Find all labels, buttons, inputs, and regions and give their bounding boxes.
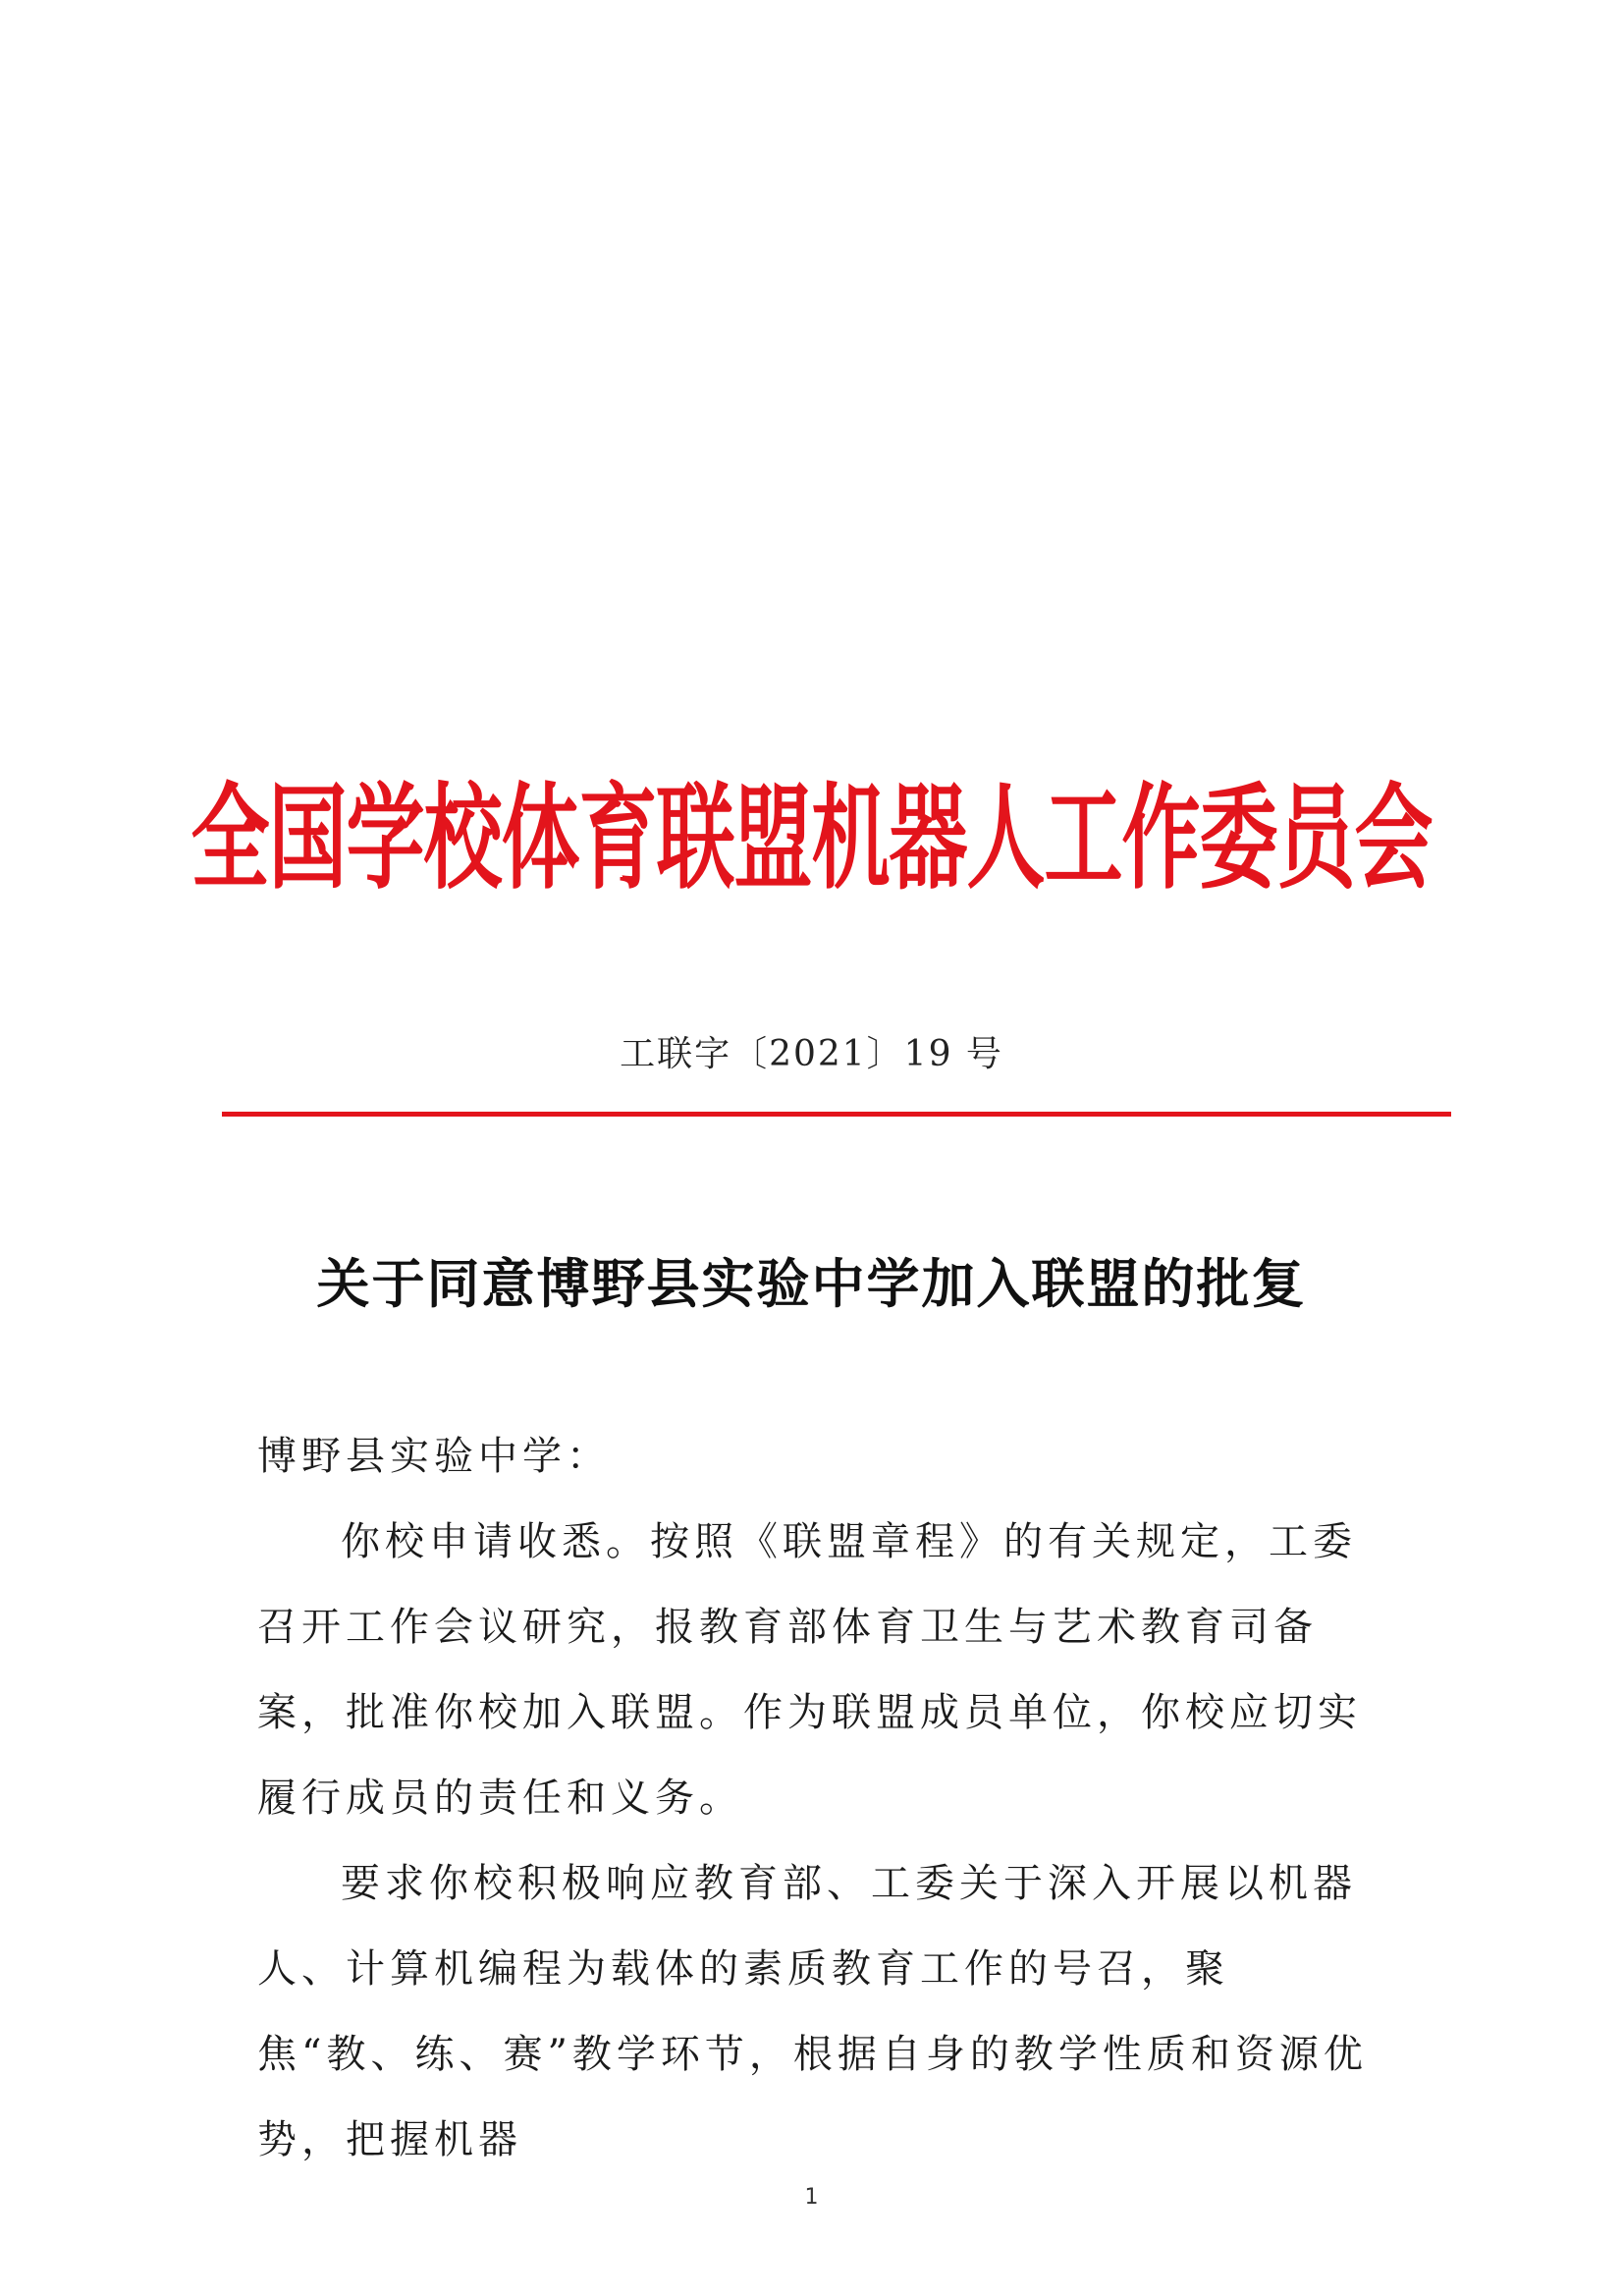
page-number: 1 [804, 2185, 819, 2210]
body-paragraph-1: 你校申请收悉。按照《联盟章程》的有关规定，工委召开工作会议研究，报教育部体育卫生与艺术教育司备案，批准你校加入联盟。作为联盟成员单位，你校应切实履行成员的责任和义务。 [257, 1519, 1362, 1821]
body-paragraph-2: 要求你校积极响应教育部、工委关于深入开展以机器人、计算机编程为载体的素质教育工作的号召，聚焦“教、练、赛”教学环节，根据自身的教学性质和资源优势，把握机器 [257, 1861, 1368, 2162]
letterhead-red-divider [222, 1112, 1451, 1117]
document-number: 工联字〔2021〕19 号 [620, 1034, 1003, 1074]
document-body [257, 1414, 1386, 2183]
salutation: 博野县实验中学： [257, 1434, 611, 1479]
letterhead-organization-title: 全国学校体育联盟机器人工作委员会 [190, 772, 1433, 904]
document-title: 关于同意博野县实验中学加入联盟的批复 [316, 1252, 1307, 1315]
